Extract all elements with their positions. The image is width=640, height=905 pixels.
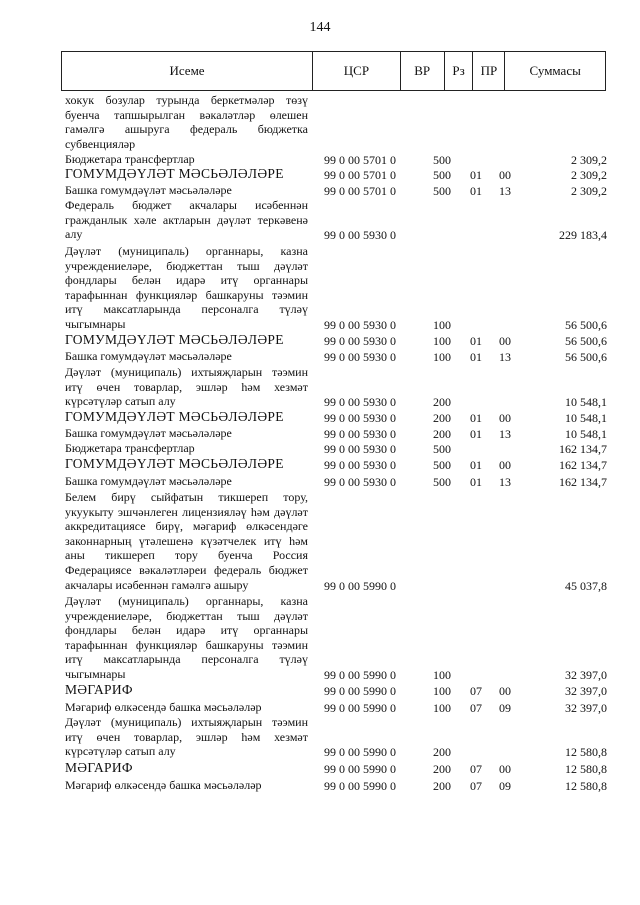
row-pr: 09 xyxy=(499,779,511,793)
row-vr: 500 xyxy=(433,475,451,489)
table-row xyxy=(65,490,605,593)
row-name: Дәүләт (муниципаль) органнары, казна учреждениеләре, бюджеттан тыш дәүләт фондлары белән идарә итү органнары тарафыннан функцияләр башкаруны тәэмин итү максатларында персоналга түләү чыгымнары xyxy=(65,594,308,681)
row-name: МӘГАРИФ xyxy=(65,760,133,775)
row-csr: 99 0 00 5990 0 xyxy=(324,701,396,715)
row-vr: 500 xyxy=(433,184,451,198)
row-rz: 07 xyxy=(470,762,482,776)
table-row xyxy=(65,167,605,183)
row-name: Белем бирү сыйфатын тикшереп тору, укуукыту эшчәнлеген лицензияләү һәм дәүләт аккредитациясе бирү, мәгариф өлкәсендәге законнарның үтәлешенә күзәтчелек итү һәм аны тикшереп тору буенча Россия Федерациясе вәкаләтләреи федераль бюджет акчалары исәбеннән гамәлгә ашыру xyxy=(65,490,308,592)
row-vr: 500 xyxy=(433,168,451,182)
header-csr: ЦСР xyxy=(313,52,401,90)
table-row xyxy=(65,457,605,473)
row-pr: 13 xyxy=(499,184,511,198)
row-sum: 12 580,8 xyxy=(565,779,607,793)
header-rz: Рз xyxy=(445,52,474,90)
row-name: МӘГАРИФ xyxy=(65,682,133,697)
row-pr: 00 xyxy=(499,334,511,348)
row-name: Мәгариф өлкәсендә башка мәсьәләләр xyxy=(65,778,262,792)
table-row xyxy=(65,198,605,243)
table-row xyxy=(65,333,605,349)
table-row xyxy=(65,761,605,777)
row-name: хокук бозулар турында беркетмәләр төзү буенча тапшырылган вәкаләтләр өлешен гамәлгә ашыруга федераль бюджетка субвенцияләр xyxy=(65,93,308,151)
row-name: ГОМУМДӘҮЛӘТ МӘСЬӘЛӘЛӘРЕ xyxy=(65,409,284,424)
table-row xyxy=(65,441,605,457)
row-csr: 99 0 00 5930 0 xyxy=(324,318,396,332)
row-csr: 99 0 00 5930 0 xyxy=(324,427,396,441)
row-sum: 162 134,7 xyxy=(559,475,607,489)
row-name: Башка гомумдәүләт мәсьәләләре xyxy=(65,349,232,363)
row-csr: 99 0 00 5990 0 xyxy=(324,762,396,776)
row-pr: 00 xyxy=(499,168,511,182)
header-name: Исеме xyxy=(62,52,313,90)
row-csr: 99 0 00 5930 0 xyxy=(324,458,396,472)
row-sum: 32 397,0 xyxy=(565,684,607,698)
table-row xyxy=(65,426,605,442)
row-vr: 200 xyxy=(433,762,451,776)
row-vr: 100 xyxy=(433,701,451,715)
table-row xyxy=(65,93,605,152)
row-rz: 01 xyxy=(470,184,482,198)
row-pr: 13 xyxy=(499,427,511,441)
table-row xyxy=(65,778,605,794)
table-header xyxy=(61,51,606,91)
row-csr: 99 0 00 5930 0 xyxy=(324,334,396,348)
row-csr: 99 0 00 5701 0 xyxy=(324,153,396,167)
row-pr: 00 xyxy=(499,458,511,472)
row-rz: 01 xyxy=(470,458,482,472)
row-sum: 10 548,1 xyxy=(565,427,607,441)
row-rz: 01 xyxy=(470,334,482,348)
row-csr: 99 0 00 5990 0 xyxy=(324,745,396,760)
row-csr: 99 0 00 5990 0 xyxy=(324,668,396,682)
row-rz: 01 xyxy=(470,168,482,182)
row-sum: 12 580,8 xyxy=(565,745,607,760)
row-pr: 00 xyxy=(499,684,511,698)
row-vr: 200 xyxy=(433,395,451,410)
row-pr: 00 xyxy=(499,411,511,425)
header-vr: ВР xyxy=(401,52,445,90)
row-name: Бюджетара трансфертлар xyxy=(65,441,195,455)
row-csr: 99 0 00 5990 0 xyxy=(324,779,396,793)
row-sum: 2 309,2 xyxy=(571,168,607,182)
row-pr: 00 xyxy=(499,762,511,776)
row-sum: 10 548,1 xyxy=(565,411,607,425)
table-row xyxy=(65,594,605,683)
row-vr: 200 xyxy=(433,779,451,793)
row-rz: 01 xyxy=(470,411,482,425)
row-name: Бюджетара трансфертлар xyxy=(65,152,195,166)
row-csr: 99 0 00 5930 0 xyxy=(324,411,396,425)
row-vr: 500 xyxy=(433,458,451,472)
row-sum: 32 397,0 xyxy=(565,668,607,682)
table-row xyxy=(65,410,605,426)
row-rz: 01 xyxy=(470,427,482,441)
table-row xyxy=(65,183,605,199)
table-row xyxy=(65,365,605,410)
row-sum: 45 037,8 xyxy=(565,578,607,593)
row-csr: 99 0 00 5930 0 xyxy=(324,395,396,410)
row-vr: 200 xyxy=(433,411,451,425)
row-vr: 100 xyxy=(433,350,451,364)
header-sum: Суммасы xyxy=(529,63,581,78)
row-sum: 32 397,0 xyxy=(565,701,607,715)
row-pr: 13 xyxy=(499,350,511,364)
row-rz: 01 xyxy=(470,475,482,489)
row-sum: 56 500,6 xyxy=(565,350,607,364)
row-csr: 99 0 00 5990 0 xyxy=(324,578,396,593)
row-sum: 12 580,8 xyxy=(565,762,607,776)
row-name: ГОМУМДӘҮЛӘТ МӘСЬӘЛӘЛӘРЕ xyxy=(65,166,284,181)
row-csr: 99 0 00 5990 0 xyxy=(324,684,396,698)
row-sum: 2 309,2 xyxy=(571,184,607,198)
row-csr: 99 0 00 5701 0 xyxy=(324,168,396,182)
row-vr: 200 xyxy=(433,427,451,441)
table-row xyxy=(65,474,605,490)
row-rz: 01 xyxy=(470,350,482,364)
row-csr: 99 0 00 5930 0 xyxy=(324,350,396,364)
row-pr: 09 xyxy=(499,701,511,715)
row-csr: 99 0 00 5930 0 xyxy=(324,228,396,243)
row-vr: 500 xyxy=(433,442,451,456)
table-row xyxy=(65,715,605,760)
row-vr: 500 xyxy=(433,153,451,167)
table-row xyxy=(65,349,605,365)
row-rz: 07 xyxy=(470,779,482,793)
row-csr: 99 0 00 5930 0 xyxy=(324,442,396,456)
row-vr: 100 xyxy=(433,668,451,682)
row-sum: 56 500,6 xyxy=(565,334,607,348)
row-rz: 07 xyxy=(470,701,482,715)
row-name: Дәүләт (муниципаль) ихтыяҗларын тәэмин итү өчен товарлар, эшләр һәм хезмәт күрсәтүләр сатып алу xyxy=(65,715,308,759)
row-name: Башка гомумдәүләт мәсьәләләре xyxy=(65,474,232,488)
row-pr: 13 xyxy=(499,475,511,489)
table-row xyxy=(65,683,605,699)
header-pr: ПР xyxy=(473,52,505,90)
row-name: Башка гомумдәүләт мәсьәләләре xyxy=(65,426,232,440)
row-sum: 10 548,1 xyxy=(565,395,607,410)
row-name: Дәүләт (муниципаль) ихтыяҗларын тәэмин итү өчен товарлар, эшләр һәм хезмәт күрсәтүләр сатып алу xyxy=(65,365,308,409)
row-sum: 56 500,6 xyxy=(565,318,607,332)
row-vr: 200 xyxy=(433,745,451,760)
row-name: Мәгариф өлкәсендә башка мәсьәләләр xyxy=(65,700,262,714)
row-sum: 162 134,7 xyxy=(559,458,607,472)
table-row xyxy=(65,244,605,333)
row-vr: 100 xyxy=(433,334,451,348)
page-number: 144 xyxy=(309,20,331,35)
row-name: ГОМУМДӘҮЛӘТ МӘСЬӘЛӘЛӘРЕ xyxy=(65,456,284,471)
table-row xyxy=(65,700,605,716)
row-rz: 07 xyxy=(470,684,482,698)
row-vr: 100 xyxy=(433,318,451,332)
row-name: Дәүләт (муниципаль) органнары, казна учреждениеләре, бюджеттан тыш дәүләт фондлары белән идарә итү органнары тарафыннан функцияләр башкаруны тәэмин итү максатларында персоналга түләү чыгымнары xyxy=(65,244,308,331)
row-csr: 99 0 00 5701 0 xyxy=(324,184,396,198)
row-csr: 99 0 00 5930 0 xyxy=(324,475,396,489)
row-vr: 100 xyxy=(433,684,451,698)
row-sum: 229 183,4 xyxy=(559,228,607,243)
row-name: Башка гомумдәүләт мәсьәләләре xyxy=(65,183,232,197)
row-sum: 162 134,7 xyxy=(559,442,607,456)
row-name: ГОМУМДӘҮЛӘТ МӘСЬӘЛӘЛӘРЕ xyxy=(65,332,284,347)
row-sum: 2 309,2 xyxy=(571,153,607,167)
row-name: Федераль бюджет акчалары исәбеннән гражданлык хәле актларын дәүләт теркәвенә алу xyxy=(65,198,308,242)
